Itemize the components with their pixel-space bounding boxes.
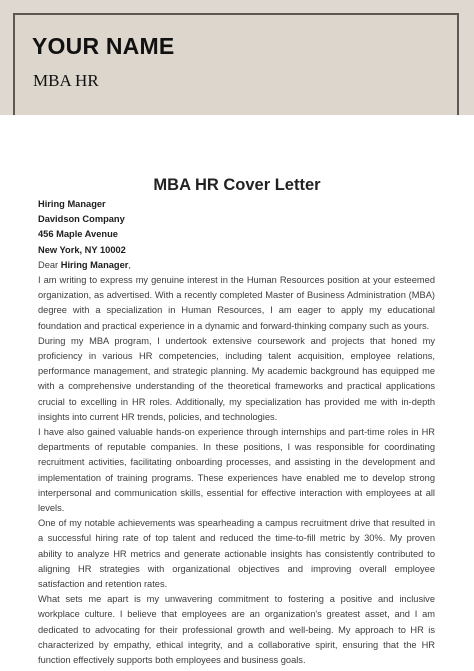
- letter-paragraph: [38, 273, 435, 334]
- recipient-street: 456 Maple Avenue: [38, 229, 118, 240]
- paragraph-line: One of my notable achievements was spearheading a campus recruitment drive that resulted in: [38, 518, 435, 529]
- paragraph-line: workplace culture. I believe that employees are an organization's greatest asset, and I am: [38, 609, 435, 620]
- applicant-role: MBA HR: [33, 71, 99, 90]
- paragraph-line: I have also gained valuable hands-on experience through internships and part-time roles in HR: [38, 427, 435, 438]
- paragraph-line: ability to analyze HR metrics and generate actionable insights has consistently contributed to: [38, 548, 435, 559]
- recipient-name: Hiring Manager: [38, 199, 106, 209]
- paragraph-line: foundation and practical experience in a dynamic and forward-thinking company such as yours.: [38, 320, 430, 331]
- paragraph-line: departments of reputable companies. In these positions, I was responsible for coordinating: [38, 442, 435, 453]
- paragraph-line: organization, as advertised. With a recently completed Master of Business Administration (MBA): [38, 290, 435, 301]
- letter-body: [38, 197, 435, 668]
- letter-paragraph: [38, 425, 435, 516]
- recipient-company: Davidson Company: [38, 214, 125, 225]
- letter-paragraph: [38, 516, 435, 592]
- paragraph-line: interpersonal and communication skills, essential for effective interaction with employees at all: [38, 487, 435, 498]
- applicant-name: YOUR NAME: [32, 33, 175, 59]
- paragraph-line: What sets me apart is my unwavering commitment to fostering a positive and inclusive: [38, 594, 435, 605]
- paragraph-line: performance management, and strategic planning. My academic background has equipped me: [38, 366, 435, 377]
- header-frame: [13, 13, 459, 115]
- letter-paragraph: [38, 334, 435, 425]
- paragraph-line: recruitment activities, facilitating onboarding processes, and assisting in the development and: [38, 457, 435, 468]
- salutation: [38, 258, 435, 273]
- paragraph-line: insights into current HR trends, policies, and technologies.: [38, 411, 278, 422]
- paragraph-line: characterized by empathy, ethical integrity, and a collaborative spirit, ensuring that the HR: [38, 639, 435, 650]
- paragraph-line: proficiency in various HR competencies, including talent acquisition, employee relations,: [38, 351, 435, 362]
- paragraph-line: implementation of training programs. These experiences have enabled me to develop strong: [38, 472, 435, 483]
- salutation-prefix: Dear: [38, 259, 61, 270]
- paragraph-line: function effectively supports both employees and business goals.: [38, 655, 306, 666]
- paragraph-line: dedicated to advocating for their professional growth and well-being. My approach to HR is: [38, 624, 435, 635]
- salutation-suffix: ,: [128, 259, 131, 270]
- paragraph-line: crucial to excelling in HR roles. Additionally, my specialization has provided me with in-depth: [38, 396, 435, 407]
- letter-paragraphs: [38, 273, 435, 668]
- recipient-city: New York, NY 10002: [38, 244, 126, 255]
- header-banner: [0, 0, 474, 115]
- letter-paragraph: [38, 592, 435, 668]
- paragraph-line: levels.: [38, 503, 65, 514]
- document-title: MBA HR Cover Letter: [153, 176, 321, 194]
- paragraph-line: degree with a specialization in Human Resources, I am eager to apply my educational: [38, 305, 435, 316]
- paragraph-line: I am writing to express my genuine interest in the Human Resources position at your esteemed: [38, 275, 435, 286]
- paragraph-line: satisfaction and retention rates.: [38, 579, 168, 590]
- salutation-name: Hiring Manager: [60, 259, 129, 270]
- paragraph-line: During my MBA program, I undertook extensive coursework and projects that honed my: [38, 335, 435, 346]
- paragraph-line: a successful hiring rate of top talent and reduced the time-to-fill metric by 30%. My proven: [38, 533, 435, 544]
- paragraph-line: with a comprehensive understanding of the theoretical frameworks and practical applications: [38, 381, 435, 392]
- paragraph-line: aligning HR strategies with organizational objectives and improving overall employee: [38, 563, 435, 574]
